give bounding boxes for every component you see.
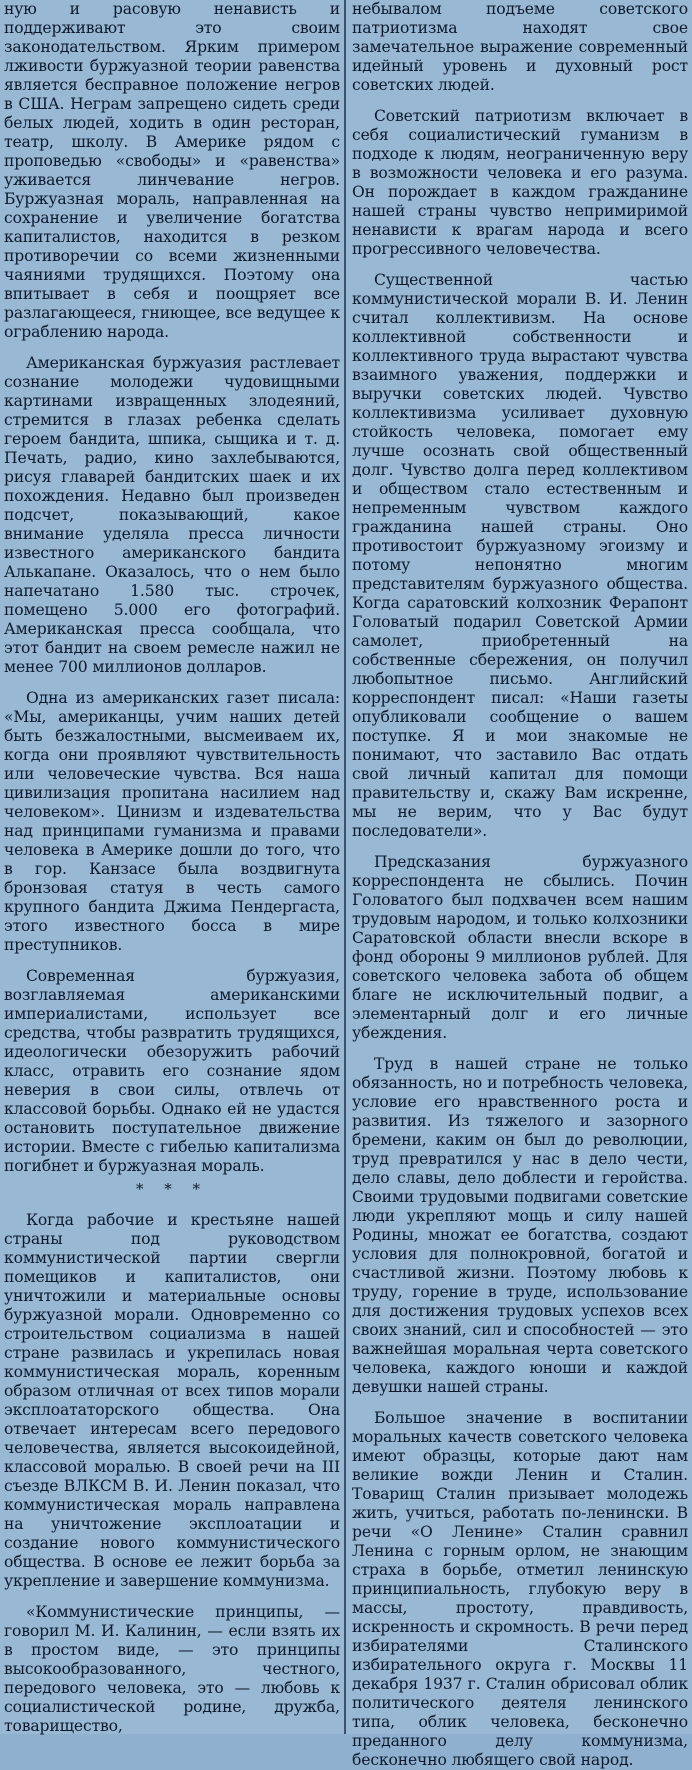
paragraph: Советский патриотизм включает в себя социалистический гуманизм в подходе к людям, неограниченную веру в возможности человека и его разума. Он порождает в каждом гражданине нашей страны чувство непримиримой ненависти к врагам народа и всего прогрессивного человечества. (352, 107, 688, 258)
section-separator: * * * (135, 1180, 209, 1198)
paragraph: Существенной частью коммунистической морали В. И. Ленин считал коллективизм. На основе коллективной собственности и коллективного труда вырастают чувства взаимного уважения, поддержки и выручки советских людей. Чувство коллективизма усиливает духовную стойкость человека, помогает ему лучше осознать свой общественный долг. Чувство долга перед коллективом и обществом стало естественным и непременным чувством каждого гражданина нашей страны. Оно противостоит буржуазному эгоизму и потому непонятно многим представителям буржуазного общества. Когда саратовский колхозник Ферапонт Головатый подарил Советской Армии самолет, приобретенный на собственные сбережения, он получил любопытное письмо. Английский корреспондент писал: «Наши газеты опубликовали сообщение о вашем поступке. Я и мои знакомые не понимают, что заставило Вас отдать свой личный капитал для помощи правительству и, скажу Вам искренне, мы не верим, что у Вас будут последователи». (352, 271, 688, 840)
paragraph: Когда рабочие и крестьяне нашей страны под руководством коммунистической партии свергли помещиков и капиталистов, они уничтожили и материальные основы буржуазной морали. Одновременно со строительством социализма в нашей стране развилась и укрепилась новая коммунистическая мораль, коренным образом отличная от всех типов морали эксплоататорского общества. Она отвечает интересам всего передового человечества, является высокоидейной, классовой моралью. В своей речи на III съезде ВЛКСМ В. И. Ленин показал, что коммунистическая мораль направлена на уничтожение эксплоатации и создание нового коммунистического общества. В основе ее лежит борьба за укрепление и завершение коммунизма. (4, 1211, 340, 1590)
paragraph: ную и расовую ненависть и поддерживают это своим законодательством. Ярким примером лживости буржуазной теории равенства является бесправное положение негров в США. Неграм запрещено сидеть среди белых людей, ходить в один ресторан, театр, школу. В Америке рядом с проповедью «свободы» и «равенства» уживается линчевание негров. Буржуазная мораль, направленная на сохранение и увеличение богатства капиталистов, находится в резком противоречии со всеми жизненными чаяниями трудящихся. Поэтому она впитывает в себя и поощряет все разлагающееся, гниющее, все ведущее к ограблению народа. (4, 0, 340, 341)
right-column (352, 0, 688, 1769)
left-column (4, 0, 340, 1734)
column-divider (344, 0, 346, 1734)
paragraph: Современная буржуазия, возглавляемая американскими империалистами, использует все средства, чтобы развратить трудящихся, идеологически обезоружить рабочий класс, отравить его сознание ядом неверия в свои силы, отвлечь от классовой борьбы. Однако ей не удастся остановить поступательное движение истории. Вместе с гибелью капитализма погибнет и буржуазная мораль. (4, 967, 340, 1175)
paragraph: Американская буржуазия растлевает сознание молодежи чудовищными картинами извращенных злодеяний, стремится в глазах ребенка сделать героем бандита, шпика, сыщика и т. д. Печать, радио, кино захлебываются, рисуя главарей бандитских шаек и их похождения. Недавно был произведен подсчет, показывающий, какое внимание уделяла пресса личности известного американского бандита Алькапане. Оказалось, что о нем было напечатано 1.580 тыс. строчек, помещено 5.000 его фотографий. Американская пресса сообщала, что этот бандит на своем ремесле нажил не менее 700 миллионов долларов. (4, 354, 340, 676)
paragraph: «Коммунистические принципы, — говорил М. И. Калинин, — если взять их в простом виде, — это принципы высокообразованного, честного, передового человека, это — любовь к социалистической родине, дружба, товарищество, (4, 1603, 340, 1735)
paragraph: небывалом подъеме советского патриотизма находят свое замечательное выражение современный идейный уровень и духовный рост советских людей. (352, 0, 688, 94)
paragraph: Предсказания буржуазного корреспондента не сбылись. Почин Головатого был подхвачен всем нашим трудовым народом, и только колхозники Саратовской области внесли вскоре в фонд обороны 9 миллионов рублей. Для советского человека забота об общем благе не исключительный подвиг, а элементарный долг и его личные убеждения. (352, 853, 688, 1042)
paragraph: Труд в нашей стране не только обязанность, но и потребность человека, условие его нравственного роста и развития. Из тяжелого и зазорного бремени, каким он был до революции, труд превратился у нас в дело чести, дело славы, дело доблести и геройства. Своими трудовыми подвигами советские люди укрепляют мощь и силу нашей Родины, множат ее богатства, создают условия для полнокровной, богатой и счастливой жизни. Поэтому любовь к труду, горение в труде, использование для достижения трудовых успехов всех своих знаний, сил и способностей — это важнейшая моральная черта советского человека, каждого юноши и каждой девушки нашей страны. (352, 1055, 688, 1396)
paragraph: Большое значение в воспитании моральных качеств советского человека имеют образцы, которые дают нам великие вожди Ленин и Сталин. Товарищ Сталин призывает молодежь жить, учиться, работать по-ленински. В речи «О Ленине» Сталин сравнил Ленина с горным орлом, не знающим страха в борьбе, отметил ленинскую принципиальность, глубокую веру в массы, простоту, правдивость, искренность и скромность. В речи перед избирателями Сталинского избирательного округа г. Москвы 11 декабря 1937 г. Сталин обрисовал облик политического деятеля ленинского типа, облик человека, бесконечно преданного делу коммунизма, бесконечно любящего свой народ. (352, 1409, 688, 1769)
paragraph: Одна из американских газет писала: «Мы, американцы, учим наших детей быть безжалостными, высмеиваем их, когда они проявляют чувствительность или человеческие чувства. Вся наша цивилизация пропитана насилием над человеком». Цинизм и издевательства над принципами гуманизма и правами человека в Америке дошли до того, что в гор. Канзасе была воздвигнута бронзовая статуя в честь самого крупного бандита Джима Пендергаста, этого известного босса в мире преступников. (4, 689, 340, 954)
